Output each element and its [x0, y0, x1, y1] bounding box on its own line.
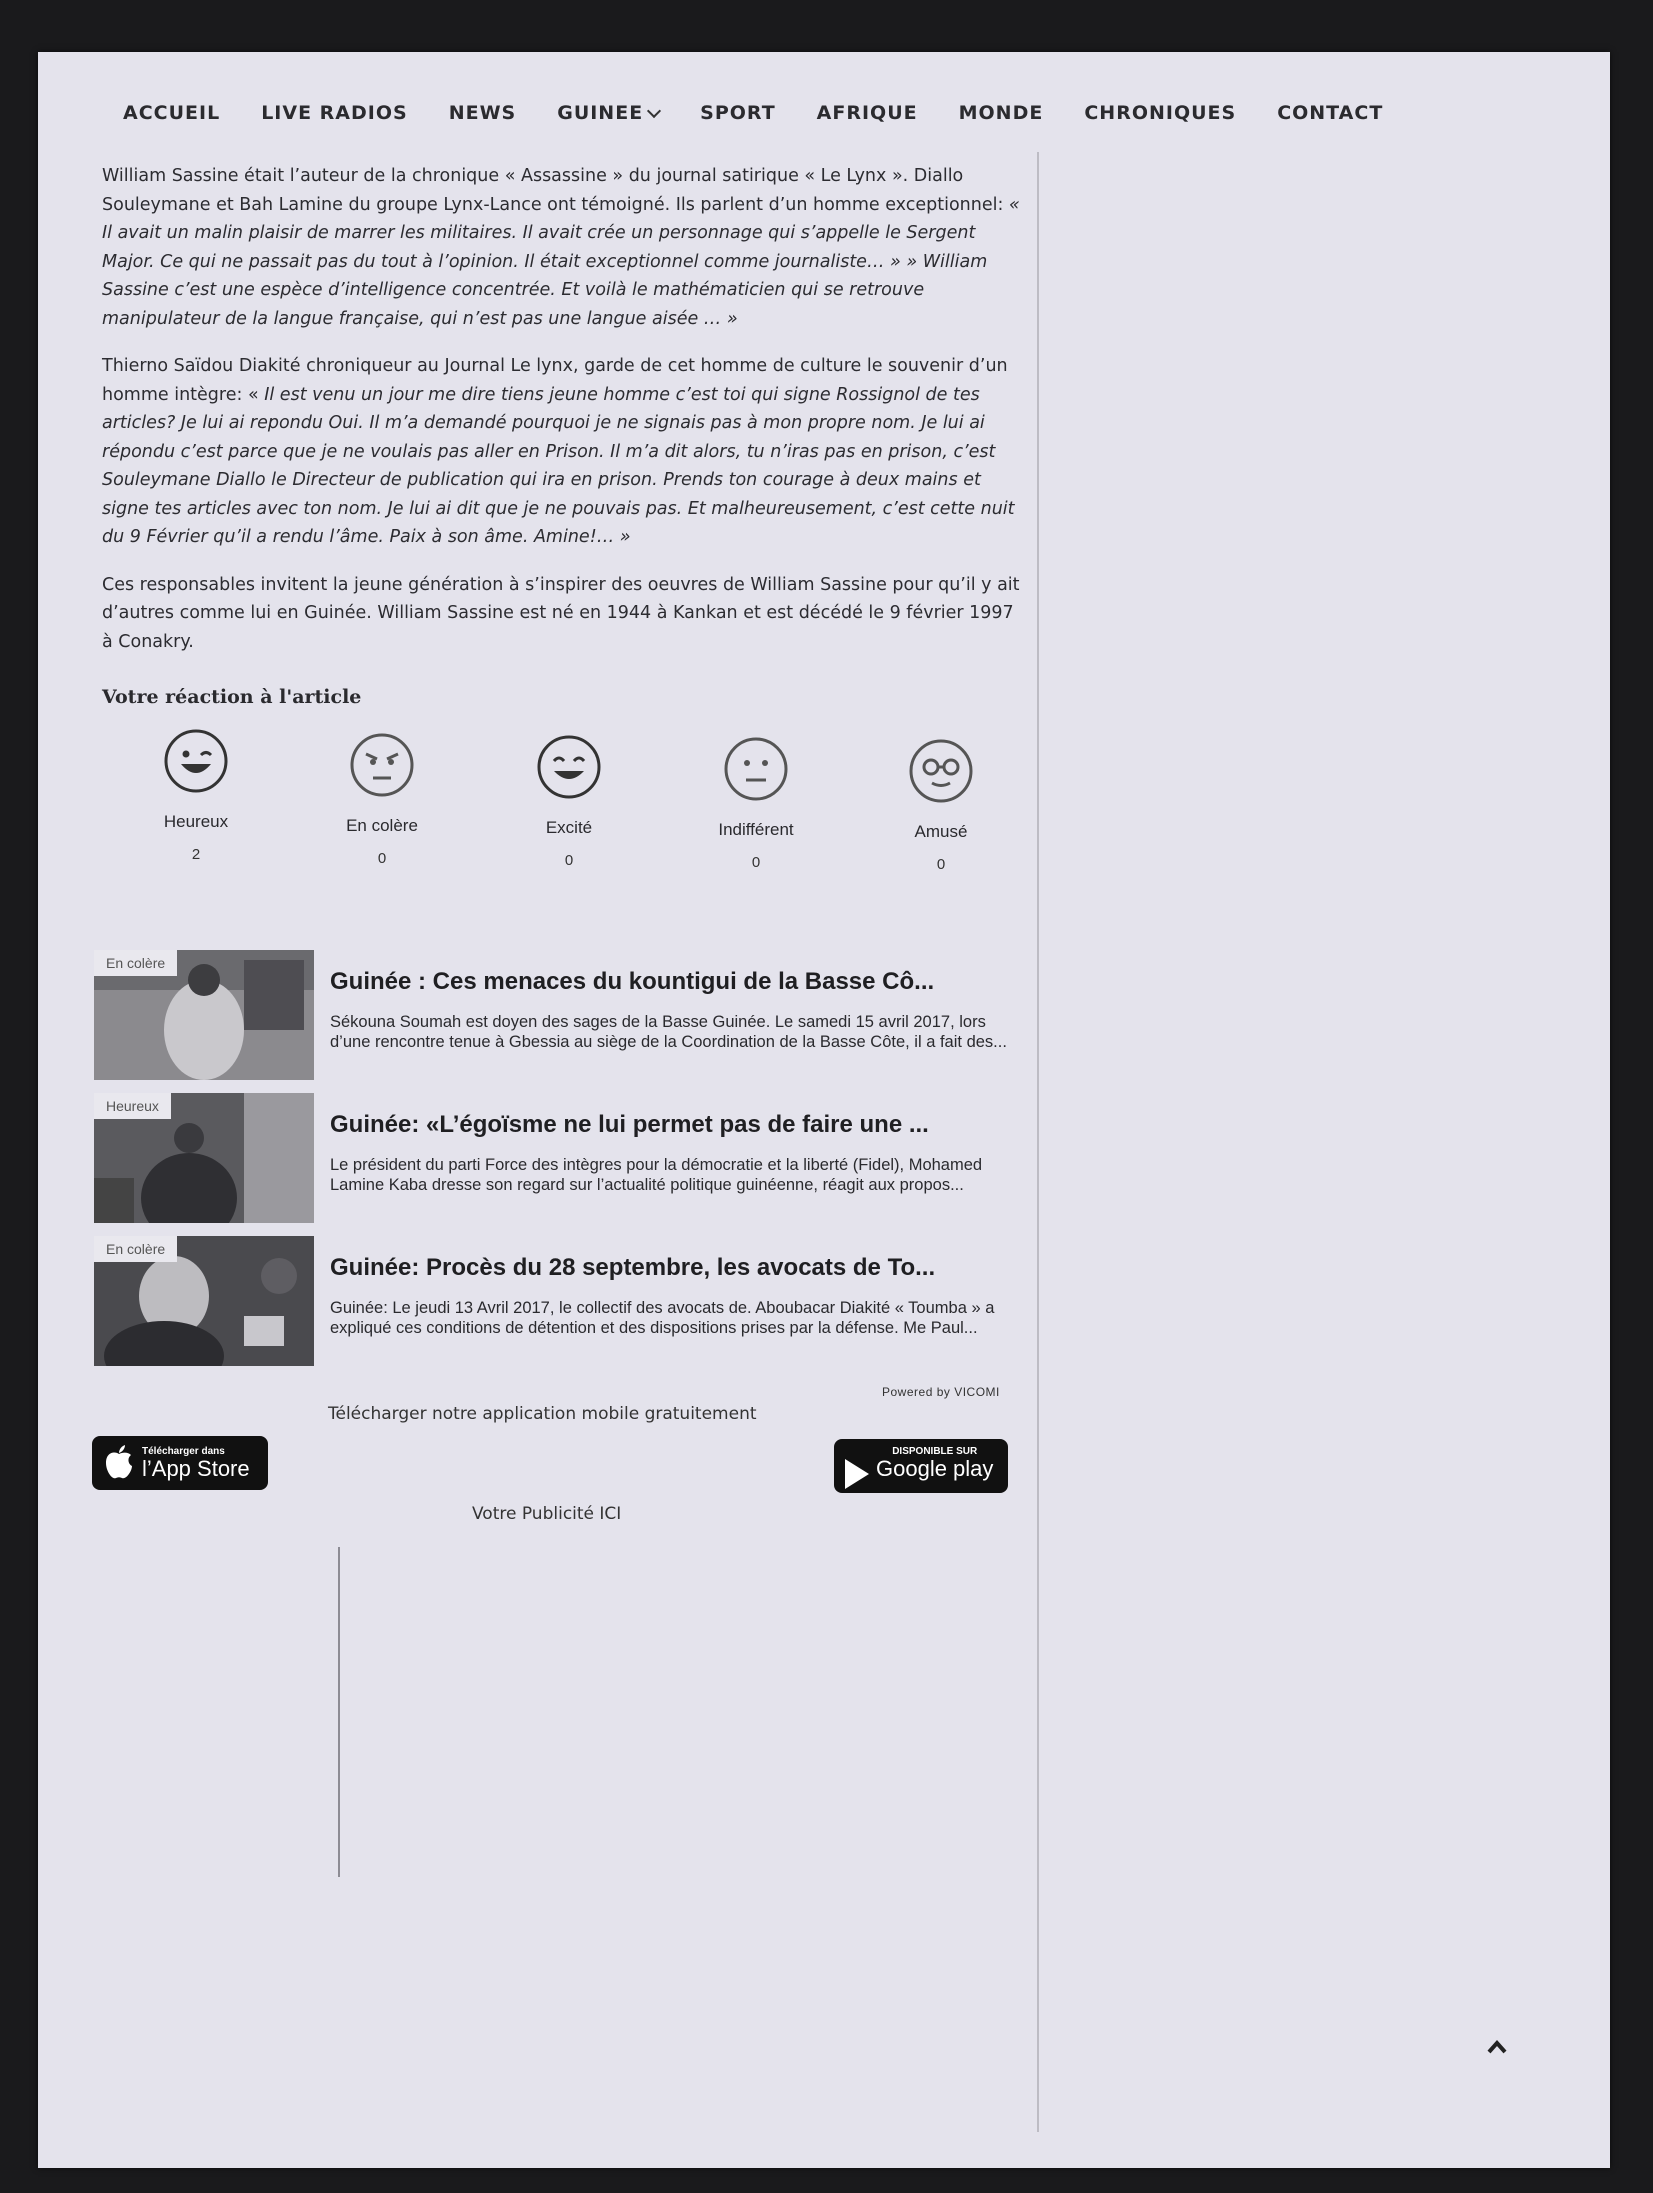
related-article[interactable] [94, 950, 1024, 1080]
reaction-label: Indifférent [718, 820, 794, 839]
related-title[interactable]: Guinée: «L’égoïsme ne lui permet pas de faire une ... [330, 1111, 929, 1138]
reaction-label: Amusé [914, 822, 968, 841]
column-divider [1037, 152, 1039, 2132]
article-quote: « Il avait un malin plaisir de marrer les militaires. Il avait crée un personnage qui s’appelle le Sergent Major. Ce qui ne passait pas du tout à l’opinion. Il était exceptionnel comme journaliste… » » William Sassine c’est une espèce d’intelligence concentrée. Et voilà le mathématicien qui se retrouve manipulateur de la langue française, qui n’est pas une langue aisée … » [102, 194, 1020, 329]
article-paragraph [102, 162, 1022, 333]
related-excerpt: Sékouna Soumah est doyen des sages de la Basse Guinée. Le samedi 15 avril 2017, lors d’une rencontre tenue à Gbessia au siège de la Coordination de la Basse Côte, il a fait des... [330, 1013, 1007, 1051]
download-app-text: Télécharger notre application mobile gratuitement [328, 1404, 757, 1424]
apple-icon [102, 1444, 136, 1482]
google-play-small: DISPONIBLE SUR [892, 1445, 978, 1457]
app-store-button[interactable] [92, 1436, 268, 1490]
related-thumbnail[interactable] [94, 1236, 314, 1366]
reaction-count: 2 [191, 846, 201, 863]
reaction-badge: Heureux [94, 1093, 171, 1119]
grin-face-icon [536, 734, 602, 800]
reaction-amuse[interactable] [871, 738, 1011, 873]
reaction-badge: En colère [94, 1236, 177, 1262]
google-play-button[interactable] [834, 1439, 1008, 1493]
reaction-heureux[interactable] [126, 728, 266, 863]
reaction-label: Heureux [163, 812, 229, 831]
reaction-indifferent[interactable] [686, 736, 826, 871]
related-title[interactable]: Guinée : Ces menaces du kountigui de la Basse Cô... [330, 968, 935, 995]
google-play-big: Google play [876, 1455, 994, 1481]
reaction-badge: En colère [94, 950, 177, 976]
angry-face-icon [349, 732, 415, 798]
nav-accueil[interactable]: ACCUEIL [123, 102, 221, 124]
nav-monde[interactable]: MONDE [958, 102, 1044, 124]
reaction-en-colere[interactable] [312, 732, 452, 867]
nav-sport[interactable]: SPORT [700, 102, 776, 124]
page [38, 52, 1610, 2168]
related-thumbnail[interactable] [94, 950, 314, 1080]
reaction-label: En colère [346, 816, 418, 835]
related-thumbnail[interactable] [94, 1093, 314, 1223]
related-article[interactable] [94, 1236, 1024, 1366]
nav-contact[interactable]: CONTACT [1277, 102, 1384, 124]
article-text: William Sassine était l’auteur de la chronique « Assassine » du journal satirique « Le Lynx ». Diallo Souleymane et Bah Lamine du groupe Lynx-Lance ont témoigné. Ils parlent d’un homme exceptionnel: [102, 166, 1009, 215]
chevron-up-icon[interactable] [1486, 2037, 1508, 2059]
reaction-count: 0 [751, 854, 761, 871]
nav-guinee-label: GUINEE [557, 102, 644, 124]
ad-placeholder: Votre Publicité ICI [472, 1504, 622, 1524]
app-store-big: l’App Store [142, 1455, 250, 1481]
neutral-face-icon [723, 736, 789, 802]
reaction-title: Votre réaction à l'article [102, 686, 362, 708]
nav-chroniques[interactable]: CHRONIQUES [1084, 102, 1237, 124]
related-excerpt: Guinée: Le jeudi 13 Avril 2017, le collectif des avocats de. Aboubacar Diakité « Toumba » a expliqué ces conditions de détention et des dispositions prises par la défense. Me Paul... [330, 1299, 995, 1337]
nav-afrique[interactable]: AFRIQUE [816, 102, 918, 124]
wink-face-icon [163, 728, 229, 794]
powered-by[interactable]: Powered by VICOMI [882, 1385, 1000, 1399]
nav-guinee[interactable] [557, 102, 659, 124]
main-nav [123, 102, 1424, 124]
glasses-face-icon [908, 738, 974, 804]
article-text: Thierno Saïdou Diakité chroniqueur au Journal Le lynx, garde de cet homme de culture le souvenir d’un homme intègre: « [102, 356, 1008, 405]
article-quote: Il est venu un jour me dire tiens jeune homme c’est toi qui signe Rossignol de tes articles? Je lui ai repondu Oui. Il m’a demandé pourquoi je ne signais pas à mon propre nom. Je lui ai répondu c’est parce que je ne voulais pas aller en Prison. Il m’a dit alors, tu n’iras pas en prison, c’est Souleymane Diallo le Directeur de publication qui ira en prison. Prends ton courage à deux mains et signe tes articles avec ton nom. Je lui ai dit que je ne pouvais pas. Et malheureusement, c’est cette nuit du 9 Février qu’il a rendu l’âme. Paix à son âme. Amine!… » [102, 384, 1015, 547]
ad-divider [338, 1547, 340, 1877]
nav-live-radios[interactable]: LIVE RADIOS [261, 102, 408, 124]
article-paragraph: Ces responsables invitent la jeune génération à s’inspirer des oeuvres de William Sassine pour qu’il y ait d’autres comme lui en Guinée. William Sassine est né en 1944 à Kankan et est décédé le 9 février 1997 à Conakry. [102, 574, 1020, 652]
article-paragraph [102, 352, 1022, 552]
related-article[interactable] [94, 1093, 1024, 1223]
nav-news[interactable]: NEWS [448, 102, 517, 124]
related-excerpt: Le président du parti Force des intègres pour la démocratie et la liberté (Fidel), Mohamed Lamine Kaba dresse son regard sur l’actualité politique guinéenne, réagit aux propos... [330, 1156, 983, 1194]
app-store-small: Télécharger dans [142, 1445, 225, 1457]
reaction-count: 0 [377, 850, 387, 867]
play-icon [842, 1457, 872, 1491]
chevron-down-icon [647, 103, 661, 117]
reaction-excite[interactable] [499, 734, 639, 869]
reaction-label: Excité [545, 818, 593, 837]
article-body [102, 162, 1022, 675]
reaction-count: 0 [564, 852, 574, 869]
related-title[interactable]: Guinée: Procès du 28 septembre, les avocats de To... [330, 1254, 936, 1281]
reaction-count: 0 [936, 856, 946, 873]
